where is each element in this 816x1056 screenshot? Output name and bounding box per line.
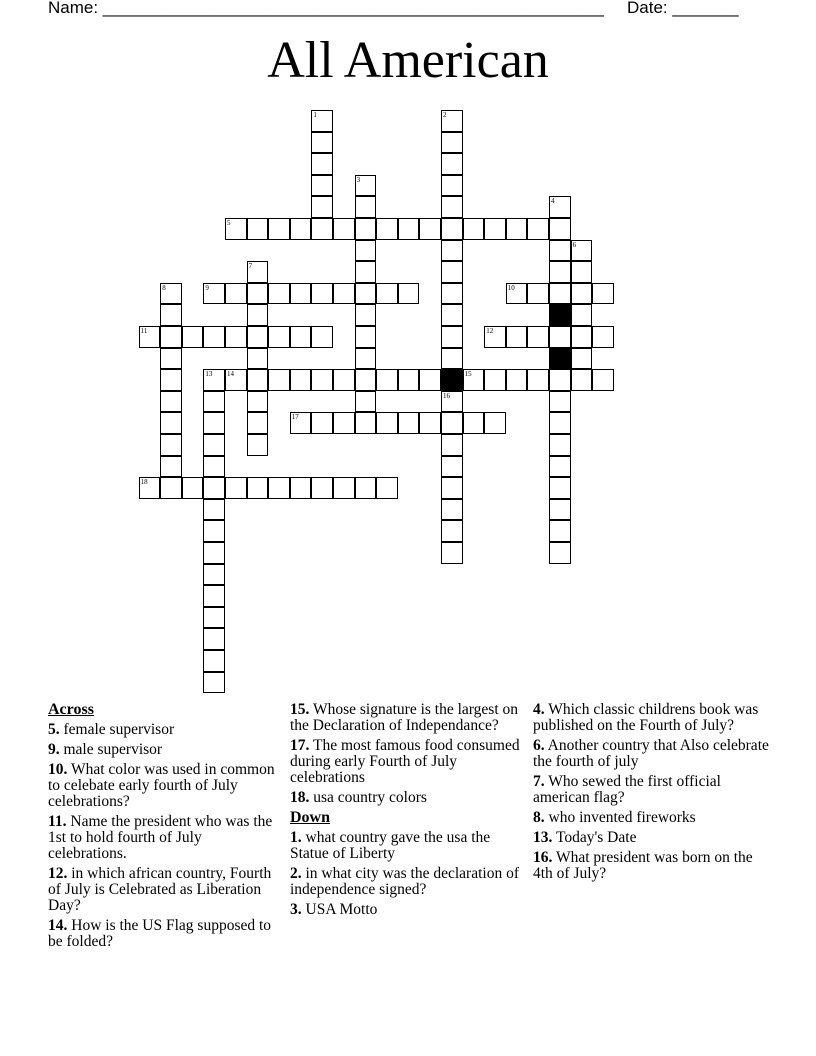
grid-cell[interactable] [441, 542, 463, 564]
grid-cell[interactable] [290, 369, 312, 391]
grid-cell[interactable] [355, 261, 377, 283]
grid-cell[interactable] [311, 110, 333, 132]
grid-cell[interactable] [355, 218, 377, 240]
grid-cell[interactable] [549, 369, 571, 391]
grid-cell[interactable] [247, 261, 269, 283]
grid-cell[interactable] [463, 369, 485, 391]
grid-cell[interactable] [571, 304, 593, 326]
grid-cell[interactable] [571, 283, 593, 305]
grid-cell[interactable] [268, 218, 290, 240]
clue-item-number: 8. [533, 809, 545, 826]
grid-cell[interactable] [268, 326, 290, 348]
clues-column-2 [290, 702, 526, 922]
grid-cell[interactable] [355, 283, 377, 305]
clue-number: 14 [227, 370, 234, 379]
grid-cell[interactable] [549, 434, 571, 456]
grid-cell[interactable] [355, 175, 377, 197]
grid-cell[interactable] [290, 326, 312, 348]
grid-cell[interactable] [203, 283, 225, 305]
grid-cell[interactable] [549, 520, 571, 542]
clue-item-text: Another country that Also celebrate the fourth of july [533, 737, 769, 770]
clue-item [290, 738, 526, 786]
clue-item [533, 774, 769, 806]
grid-cell[interactable] [355, 477, 377, 499]
grid-cell[interactable] [355, 196, 377, 218]
grid-cell[interactable] [355, 412, 377, 434]
grid-cell[interactable] [506, 283, 528, 305]
grid-cell[interactable] [290, 283, 312, 305]
grid-cell[interactable] [203, 564, 225, 586]
clue-number: 13 [205, 370, 213, 379]
clue-item [533, 830, 769, 846]
clue-number: 2 [443, 111, 447, 119]
grid-cell[interactable] [203, 369, 225, 391]
grid-cell[interactable] [225, 477, 247, 499]
grid-cell[interactable] [225, 218, 247, 240]
clue-number: 5 [227, 219, 231, 227]
clue-item [290, 830, 526, 862]
grid-cell[interactable] [247, 348, 269, 370]
grid-cell[interactable] [160, 412, 182, 434]
clue-item-text: who invented fireworks [544, 809, 696, 826]
clue-item-number: 4. [533, 701, 545, 718]
grid-cell[interactable] [506, 218, 528, 240]
grid-cell[interactable] [441, 477, 463, 499]
clue-item [290, 790, 526, 806]
grid-cell[interactable] [160, 369, 182, 391]
grid-cell[interactable] [527, 326, 549, 348]
grid-cell[interactable] [441, 348, 463, 370]
grid-cell[interactable] [441, 283, 463, 305]
grid-cell[interactable] [355, 348, 377, 370]
clue-item-number: 17. [290, 737, 310, 754]
clues-column-1 [48, 702, 284, 954]
grid-cell[interactable] [398, 218, 420, 240]
clue-item [533, 702, 769, 734]
clue-item-text: Today's Date [552, 829, 637, 846]
grid-cell[interactable] [160, 283, 182, 305]
across-heading: Across [48, 701, 94, 718]
grid-cell[interactable] [160, 304, 182, 326]
clue-number: 7 [248, 262, 253, 271]
grid-cell[interactable] [268, 369, 290, 391]
grid-cell[interactable] [441, 218, 463, 240]
clue-item-number: 5. [48, 721, 60, 738]
grid-cell[interactable] [549, 391, 571, 413]
clue-item-number: 18. [290, 789, 310, 806]
grid-cell[interactable] [203, 585, 225, 607]
grid-cell[interactable] [290, 412, 312, 434]
grid-cell[interactable] [549, 499, 571, 521]
clue-item-number: 7. [533, 773, 545, 790]
grid-cell[interactable] [247, 412, 269, 434]
grid-cell[interactable] [160, 348, 182, 370]
clue-item [48, 762, 284, 810]
grid-cell[interactable] [549, 542, 571, 564]
clue-item-number: 3. [290, 901, 302, 918]
clue-item-text: How is the US Flag supposed to be folded? [48, 917, 272, 950]
clue-number: 10 [507, 283, 515, 292]
grid-cell[interactable] [203, 326, 225, 348]
grid-cell[interactable] [311, 477, 333, 499]
clue-item-text: Name the president who was the 1st to hold fourth of July celebrations. [48, 813, 273, 862]
grid-cell[interactable] [441, 412, 463, 434]
grid-cell[interactable] [527, 218, 549, 240]
grid-cell[interactable] [311, 412, 333, 434]
grid-cell[interactable] [549, 326, 571, 348]
grid-cell[interactable] [311, 132, 333, 154]
grid-cell[interactable] [571, 240, 593, 262]
grid-cell[interactable] [311, 175, 333, 197]
clue-item-text: USA Motto [301, 901, 378, 918]
grid-cell[interactable] [203, 499, 225, 521]
grid-cell[interactable] [398, 283, 420, 305]
grid-cell[interactable] [506, 326, 528, 348]
grid-cell[interactable] [247, 218, 269, 240]
grid-cell[interactable] [484, 369, 506, 391]
clue-item-text: male supervisor [59, 741, 163, 758]
grid-cell[interactable] [333, 218, 355, 240]
clue-item [290, 702, 526, 734]
clue-item-number: 12. [48, 865, 68, 882]
grid-cell[interactable] [203, 456, 225, 478]
grid-cell[interactable] [355, 391, 377, 413]
black-cell [549, 304, 571, 326]
grid-cell[interactable] [203, 520, 225, 542]
grid-cell[interactable] [484, 412, 506, 434]
grid-cell[interactable] [441, 304, 463, 326]
grid-cell[interactable] [549, 218, 571, 240]
clue-item-text: Which classic childrens book was published on the Fourth of July? [533, 701, 759, 734]
clue-number: 4 [551, 197, 555, 206]
grid-cell[interactable] [203, 672, 225, 694]
grid-cell[interactable] [247, 283, 269, 305]
grid-cell[interactable] [571, 348, 593, 370]
clue-item [290, 902, 526, 918]
grid-cell[interactable] [203, 434, 225, 456]
grid-cell[interactable] [203, 650, 225, 672]
grid-cell[interactable] [268, 477, 290, 499]
clue-item-text: usa country colors [309, 789, 427, 806]
clue-item-text: what country gave the usa the Statue of Liberty [290, 829, 491, 862]
down-heading: Down [290, 809, 331, 826]
grid-cell[interactable] [203, 628, 225, 650]
clue-item-text: What color was used in common to celebate early fourth of July celebrations? [48, 761, 275, 810]
clue-item-number: 13. [533, 829, 553, 846]
grid-cell[interactable] [549, 456, 571, 478]
grid-cell[interactable] [182, 477, 204, 499]
grid-cell[interactable] [160, 434, 182, 456]
grid-cell[interactable] [160, 326, 182, 348]
grid-cell[interactable] [355, 369, 377, 391]
clue-item-number: 2. [290, 865, 302, 882]
grid-cell[interactable] [441, 456, 463, 478]
grid-cell[interactable] [376, 218, 398, 240]
clue-item-number: 16. [533, 849, 553, 866]
grid-cell[interactable] [571, 369, 593, 391]
clue-number: 6 [572, 240, 577, 249]
clue-item-number: 14. [48, 917, 68, 934]
grid-cell[interactable] [398, 412, 420, 434]
grid-cell[interactable] [549, 283, 571, 305]
grid-cell[interactable] [441, 175, 463, 197]
grid-cell[interactable] [247, 304, 269, 326]
clue-item [48, 918, 284, 950]
clue-number: 17 [291, 413, 299, 422]
clue-item-number: 9. [48, 741, 60, 758]
clue-item-text: What president was born on the 4th of July? [533, 849, 753, 882]
grid-cell[interactable] [441, 110, 463, 132]
grid-cell[interactable] [268, 283, 290, 305]
clue-item [533, 810, 769, 826]
grid-cell[interactable] [441, 132, 463, 154]
grid-cell[interactable] [311, 283, 333, 305]
clue-item-number: 10. [48, 761, 68, 778]
clue-item-number: 15. [290, 701, 310, 718]
grid-cell[interactable] [311, 369, 333, 391]
clue-number: 15 [464, 370, 472, 379]
grid-cell[interactable] [592, 283, 614, 305]
clue-item [48, 866, 284, 914]
puzzle-title: All American [267, 32, 549, 89]
grid-cell[interactable] [441, 326, 463, 348]
grid-cell[interactable] [247, 369, 269, 391]
grid-cell[interactable] [441, 434, 463, 456]
grid-cell[interactable] [441, 391, 463, 413]
clue-item-text: female supervisor [59, 721, 175, 738]
grid-cell[interactable] [203, 477, 225, 499]
grid-cell[interactable] [247, 391, 269, 413]
grid-cell[interactable] [441, 196, 463, 218]
clue-item [48, 722, 284, 738]
grid-cell[interactable] [311, 153, 333, 175]
clue-item [533, 850, 769, 882]
grid-cell[interactable] [592, 369, 614, 391]
grid-cell[interactable] [441, 240, 463, 262]
clue-number: 16 [443, 391, 450, 400]
grid-cell[interactable] [484, 218, 506, 240]
grid-cell[interactable] [376, 477, 398, 499]
name-field-label: Name: _____________________________________________________ [48, 0, 604, 17]
clue-number: 12 [486, 327, 494, 335]
grid-cell[interactable] [463, 218, 485, 240]
grid-cell[interactable] [203, 412, 225, 434]
clue-number: 3 [356, 175, 361, 184]
clue-item-number: 11. [48, 813, 67, 830]
grid-cell[interactable] [311, 326, 333, 348]
grid-cell[interactable] [419, 218, 441, 240]
grid-cell[interactable] [203, 391, 225, 413]
clue-item-number: 1. [290, 829, 302, 846]
grid-cell[interactable] [441, 261, 463, 283]
grid-cell[interactable] [247, 434, 269, 456]
grid-cell[interactable] [247, 477, 269, 499]
grid-cell[interactable] [333, 477, 355, 499]
grid-cell[interactable] [225, 369, 247, 391]
clue-item [48, 742, 284, 758]
grid-cell[interactable] [441, 499, 463, 521]
grid-cell[interactable] [333, 283, 355, 305]
clue-item-text: Who sewed the first official american flag? [533, 773, 721, 806]
black-cell [549, 348, 571, 370]
grid-cell[interactable] [592, 326, 614, 348]
grid-cell[interactable] [160, 477, 182, 499]
grid-cell[interactable] [527, 369, 549, 391]
grid-cell[interactable] [203, 542, 225, 564]
grid-cell[interactable] [225, 283, 247, 305]
clue-number: 1 [313, 111, 317, 119]
grid-cell[interactable] [484, 326, 506, 348]
black-cell [441, 369, 463, 391]
grid-cell[interactable] [549, 412, 571, 434]
grid-cell[interactable] [139, 477, 161, 499]
clue-item-number: 6. [533, 737, 545, 754]
grid-cell[interactable] [441, 520, 463, 542]
grid-cell[interactable] [355, 304, 377, 326]
grid-cell[interactable] [506, 369, 528, 391]
clue-item-text: in what city was the declaration of independence signed? [290, 865, 519, 898]
grid-cell[interactable] [463, 412, 485, 434]
grid-cell[interactable] [571, 326, 593, 348]
grid-cell[interactable] [355, 326, 377, 348]
grid-cell[interactable] [290, 477, 312, 499]
grid-cell[interactable] [355, 240, 377, 262]
clues-column-3 [533, 702, 769, 886]
grid-cell[interactable] [160, 456, 182, 478]
clue-item-text: The most famous food consumed during early Fourth of July celebrations [290, 737, 520, 786]
clue-number: 9 [205, 283, 209, 292]
grid-cell[interactable] [549, 196, 571, 218]
grid-cell[interactable] [311, 196, 333, 218]
grid-cell[interactable] [549, 477, 571, 499]
clue-number: 11 [140, 327, 148, 335]
date-field-label: Date: _______ [627, 0, 739, 17]
grid-cell[interactable] [139, 326, 161, 348]
grid-cell[interactable] [225, 326, 247, 348]
grid-cell[interactable] [571, 261, 593, 283]
grid-cell[interactable] [376, 283, 398, 305]
clue-number: 18 [140, 478, 148, 487]
grid-cell[interactable] [549, 261, 571, 283]
grid-cell[interactable] [290, 218, 312, 240]
grid-cell[interactable] [419, 369, 441, 391]
clue-item-text: Whose signature is the largest on the Declaration of Independance? [290, 701, 519, 734]
grid-cell[interactable] [203, 607, 225, 629]
grid-cell[interactable] [247, 326, 269, 348]
grid-cell[interactable] [398, 369, 420, 391]
grid-cell[interactable] [333, 412, 355, 434]
grid-cell[interactable] [311, 218, 333, 240]
clue-number: 8 [162, 283, 166, 292]
grid-cell[interactable] [333, 369, 355, 391]
clue-item [290, 866, 526, 898]
grid-cell[interactable] [441, 153, 463, 175]
grid-cell[interactable] [549, 240, 571, 262]
grid-cell[interactable] [419, 412, 441, 434]
clue-item [48, 814, 284, 862]
grid-cell[interactable] [182, 326, 204, 348]
grid-cell[interactable] [376, 369, 398, 391]
grid-cell[interactable] [160, 391, 182, 413]
grid-cell[interactable] [376, 412, 398, 434]
clue-item-text: in which african country, Fourth of July is Celebrated as Liberation Day? [48, 865, 272, 914]
grid-cell[interactable] [527, 283, 549, 305]
clue-item [533, 738, 769, 770]
